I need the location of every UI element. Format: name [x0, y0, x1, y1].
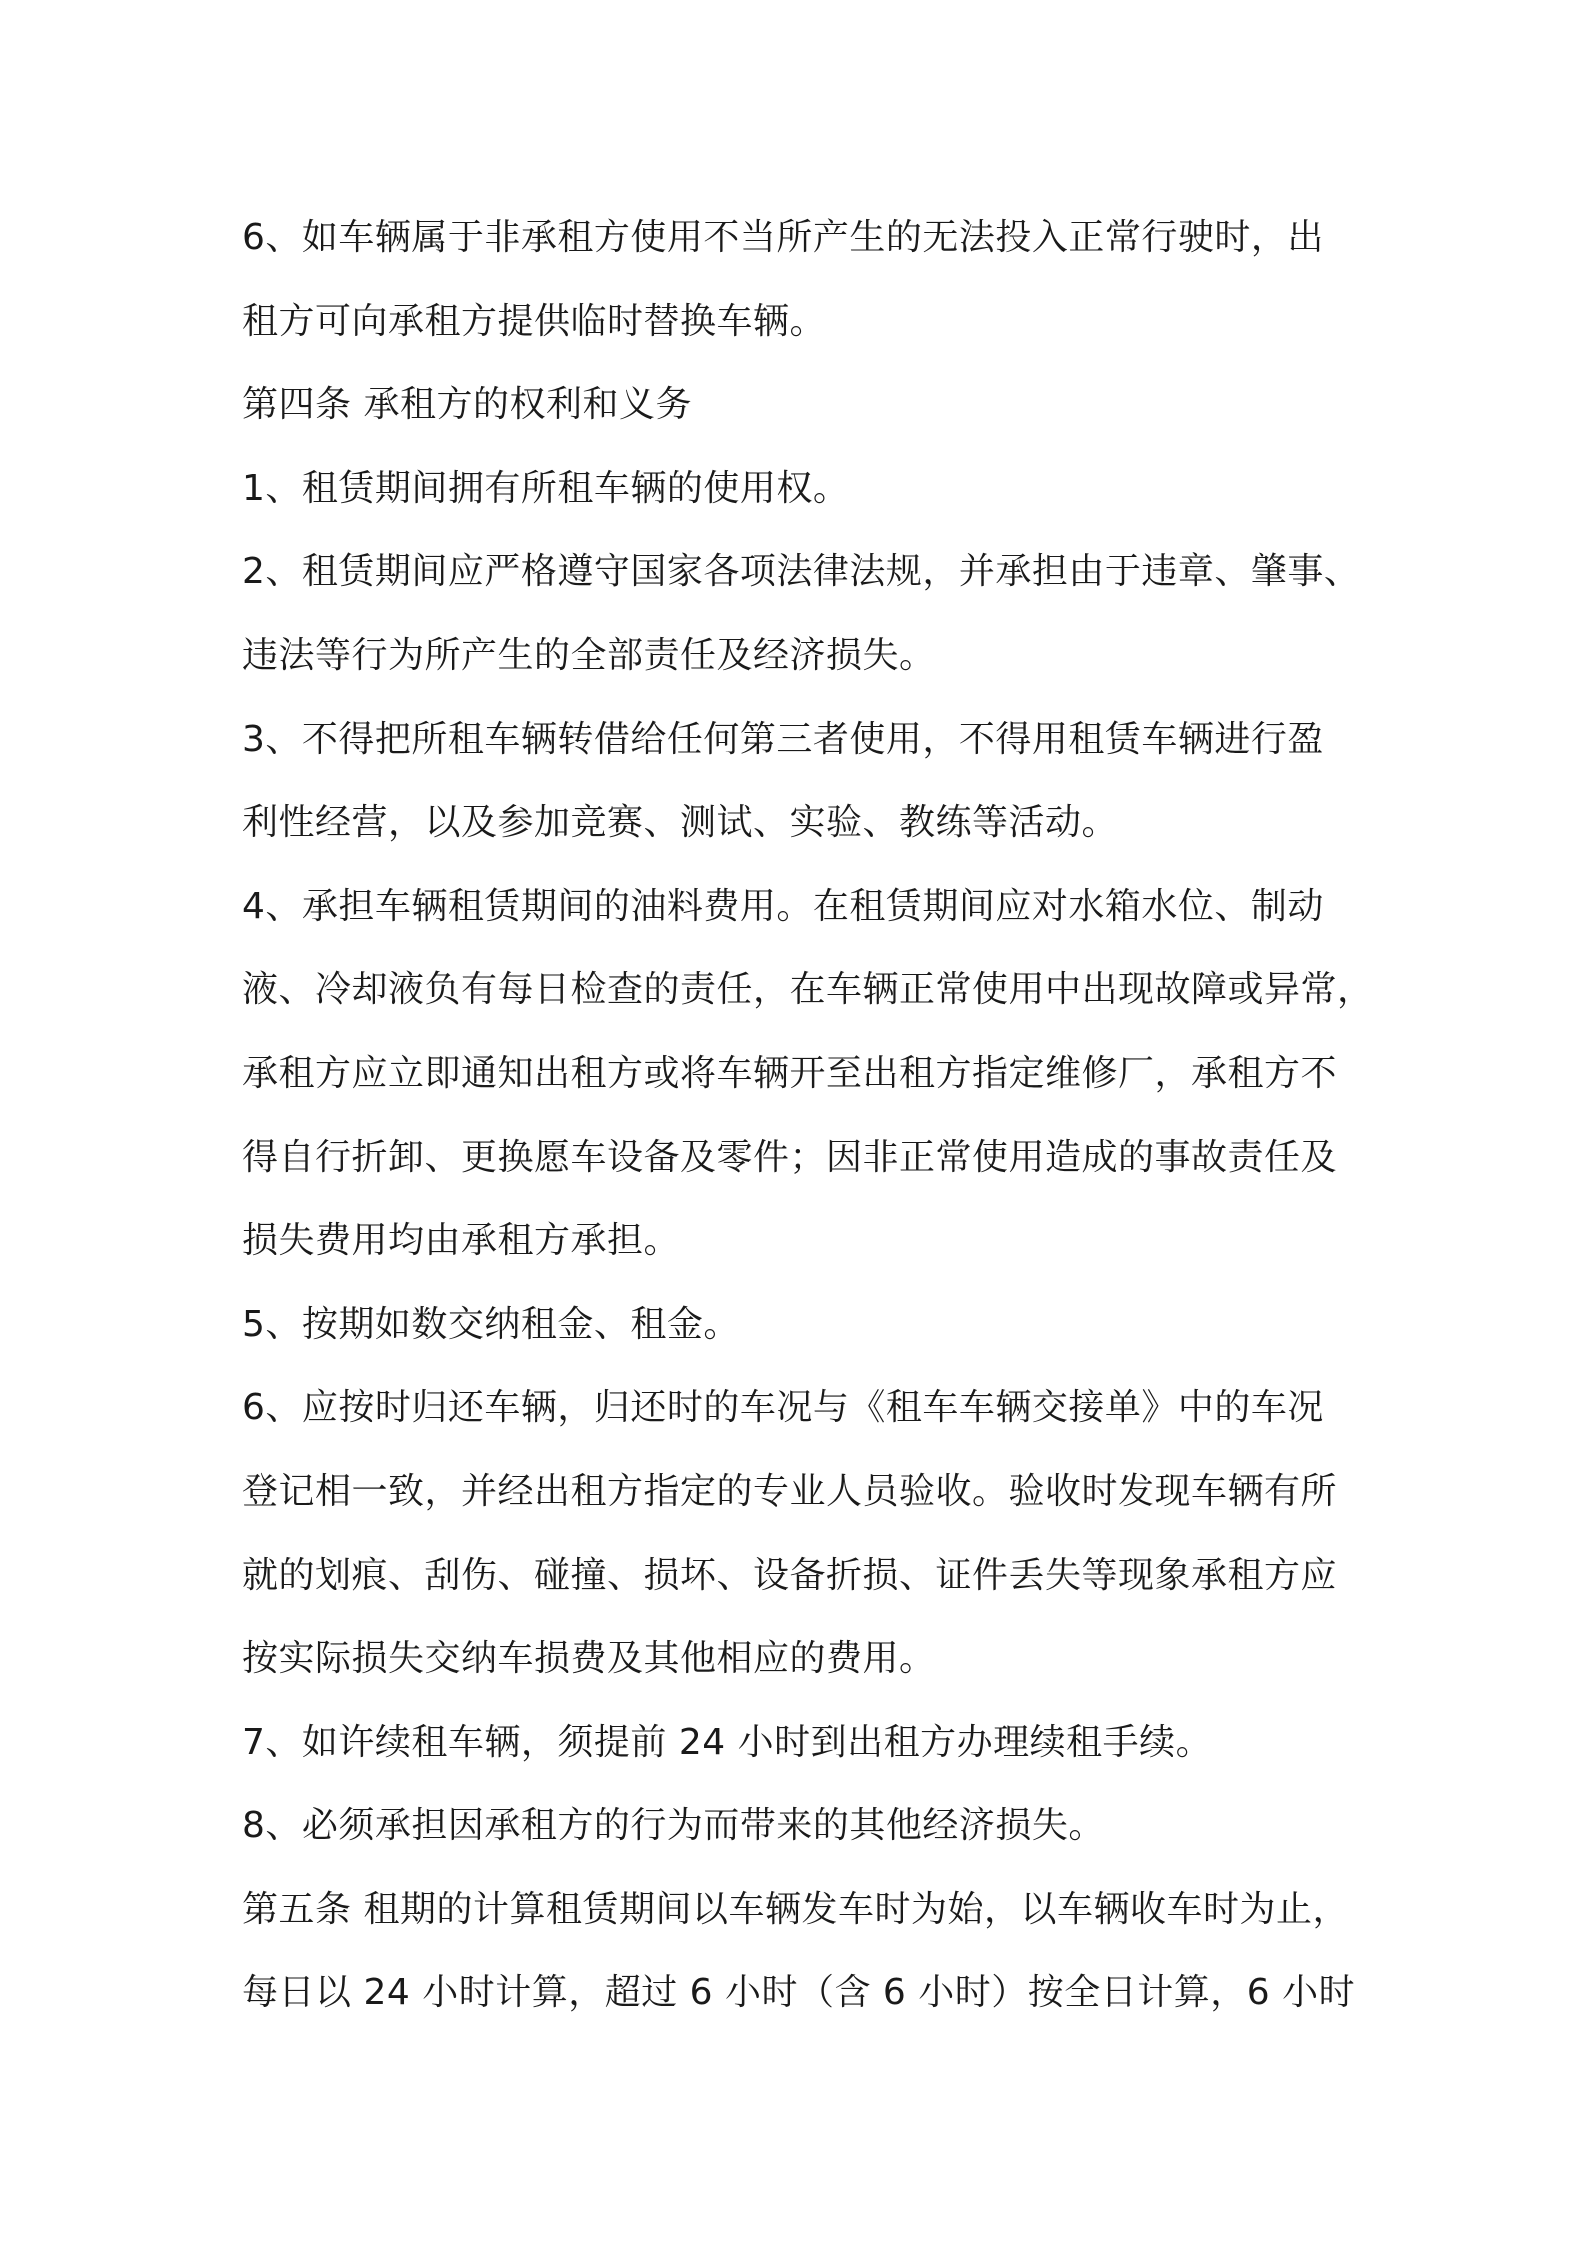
text-line: 1、租赁期间拥有所租车辆的使用权。	[242, 467, 850, 509]
text-line: 3、不得把所租车辆转借给任何第三者使用，不得用租赁车辆进行盈	[242, 718, 1324, 760]
text-line: 违法等行为所产生的全部责任及经济损失。	[242, 634, 936, 676]
text-line: 损失费用均由承租方承担。	[242, 1220, 681, 1262]
text-line: 8、必须承担因承租方的行为而带来的其他经济损失。	[242, 1805, 1105, 1847]
text-line: 得自行折卸、更换愿车设备及零件；因非正常使用造成的事故责任及	[242, 1136, 1338, 1178]
text-line: 4、承担车辆租赁期间的油料费用。在租赁期间应对水箱水位、制动	[242, 885, 1324, 927]
text-line: 7、如许续租车辆，须提前 24 小时到出租方办理续租手续。	[242, 1721, 1213, 1763]
text-line: 液、冷却液负有每日检查的责任，在车辆正常使用中出现故障或异常，	[242, 969, 1374, 1011]
text-line: 5、按期如数交纳租金、租金。	[242, 1303, 740, 1345]
text-line: 6、如车辆属于非承租方使用不当所产生的无法投入正常行驶时，出	[242, 217, 1324, 258]
text-line: 2、租赁期间应严格遵守国家各项法律法规，并承担由于违章、肇事、	[242, 551, 1361, 593]
text-line: 登记相一致，并经出租方指定的专业人员验收。验收时发现车辆有所	[242, 1470, 1338, 1512]
text-line: 就的划痕、刮伤、碰撞、损坏、设备折损、证件丢失等现象承租方应	[242, 1554, 1338, 1596]
text-line: 利性经营，以及参加竞赛、测试、实验、教练等活动。	[242, 802, 1119, 844]
text-line: 每日以 24 小时计算，超过 6 小时（含 6 小时）按全日计算，6 小时	[242, 1972, 1356, 2014]
text-line: 租方可向承租方提供临时替换车辆。	[242, 300, 827, 342]
text-line: 按实际损失交纳车损费及其他相应的费用。	[242, 1638, 936, 1680]
section-heading: 第四条 承租方的权利和义务	[242, 384, 692, 426]
text-line: 6、应按时归还车辆，归还时的车况与《租车车辆交接单》中的车况	[242, 1387, 1324, 1429]
section-heading: 第五条 租期的计算租赁期间以车辆发车时为始，以车辆收车时为止，	[242, 1888, 1349, 1930]
text-line: 承租方应立即通知出租方或将车辆开至出租方指定维修厂，承租方不	[242, 1052, 1338, 1094]
document-body	[242, 196, 1372, 2035]
